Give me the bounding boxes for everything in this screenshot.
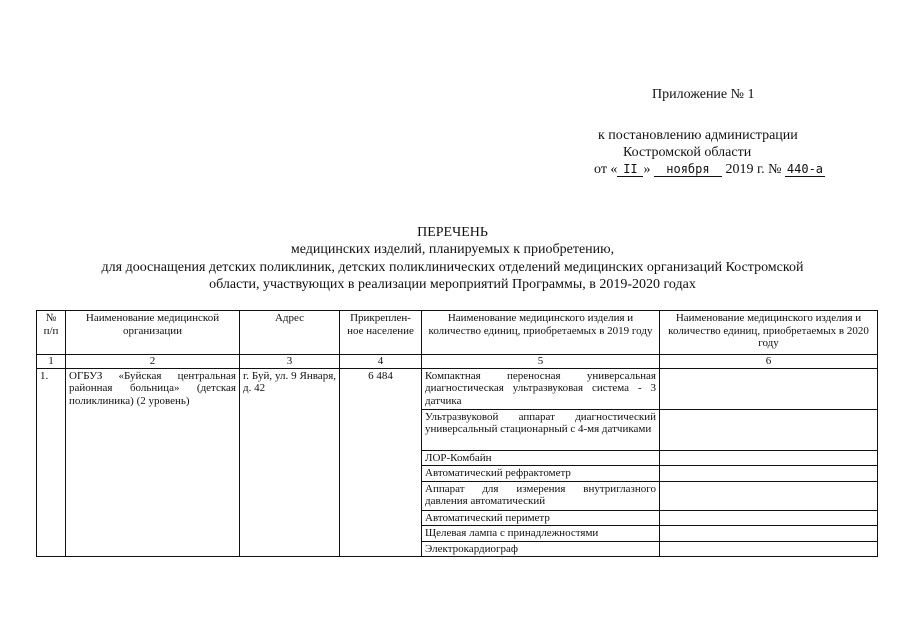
row-organization: ОГБУЗ «Буйская центральная районная больница» (детская поликлиника) (2 уровень)	[66, 368, 240, 557]
item-2020	[660, 510, 878, 526]
item-2019: Электрокардиограф	[422, 541, 660, 557]
handwritten-month: ноября	[654, 163, 722, 177]
appendix-label: Приложение № 1	[652, 87, 755, 102]
equipment-table	[36, 310, 878, 557]
year-text: 2019 г. №	[721, 162, 785, 177]
column-number-row	[37, 355, 878, 369]
header-address: Адрес	[240, 311, 340, 355]
item-2020	[660, 368, 878, 409]
item-2019: Аппарат для измерения внутриглазного давления автоматический	[422, 481, 660, 510]
handwritten-day: II	[617, 163, 643, 177]
item-2020	[660, 466, 878, 482]
table-row	[37, 368, 878, 409]
row-population: 6 484	[340, 368, 422, 557]
region-label: Костромской области	[623, 145, 752, 160]
column-number: 6	[660, 355, 878, 369]
column-number: 1	[37, 355, 66, 369]
item-2020	[660, 526, 878, 542]
document-title: ПЕРЕЧЕНЬ	[417, 225, 488, 240]
title-line-1: медицинских изделий, планируемых к приобретению,	[290, 242, 615, 257]
header-items-2019: Наименование медицинского изделия и количество единиц, приобретаемых в 2019 году	[422, 311, 660, 355]
resolution-date-line	[594, 161, 825, 178]
row-address: г. Буй, ул. 9 Января, д. 42	[240, 368, 340, 557]
header-num: № п/п	[37, 311, 66, 355]
row-num: 1.	[37, 368, 66, 557]
item-2019: Автоматический рефрактометр	[422, 466, 660, 482]
title-line-3: области, участвующих в реализации мероприятий Программы, в 2019-2020 годах	[209, 277, 696, 292]
date-mid: »	[643, 162, 654, 177]
header-items-2020: Наименование медицинского изделия и количество единиц, приобретаемых в 2020 году	[660, 311, 878, 355]
table-header-row	[37, 311, 878, 355]
column-number: 5	[422, 355, 660, 369]
resolution-label: к постановлению администрации	[598, 128, 798, 143]
title-line-2: для дооснащения детских поликлиник, детских поликлинических отделений медицинских организаций Костромской	[101, 260, 804, 275]
item-2020	[660, 541, 878, 557]
column-number: 2	[66, 355, 240, 369]
column-number: 4	[340, 355, 422, 369]
item-2020	[660, 481, 878, 510]
item-2019: Автоматический периметр	[422, 510, 660, 526]
header-population: Прикреплен-ное население	[340, 311, 422, 355]
item-2020	[660, 450, 878, 466]
header-organization: Наименование медицинской организации	[66, 311, 240, 355]
item-2019: Ультразвуковой аппарат диагностический универсальный стационарный с 4-мя датчиками	[422, 409, 660, 450]
item-2019: ЛОР-Комбайн	[422, 450, 660, 466]
item-2019: Компактная переносная универсальная диагностическая ультразвуковая система - 3 датчика	[422, 368, 660, 409]
handwritten-number: 440-а	[786, 162, 824, 176]
item-2019: Щелевая лампа с принадлежностями	[422, 526, 660, 542]
item-2020	[660, 409, 878, 450]
column-number: 3	[240, 355, 340, 369]
date-prefix: от «	[594, 162, 618, 177]
